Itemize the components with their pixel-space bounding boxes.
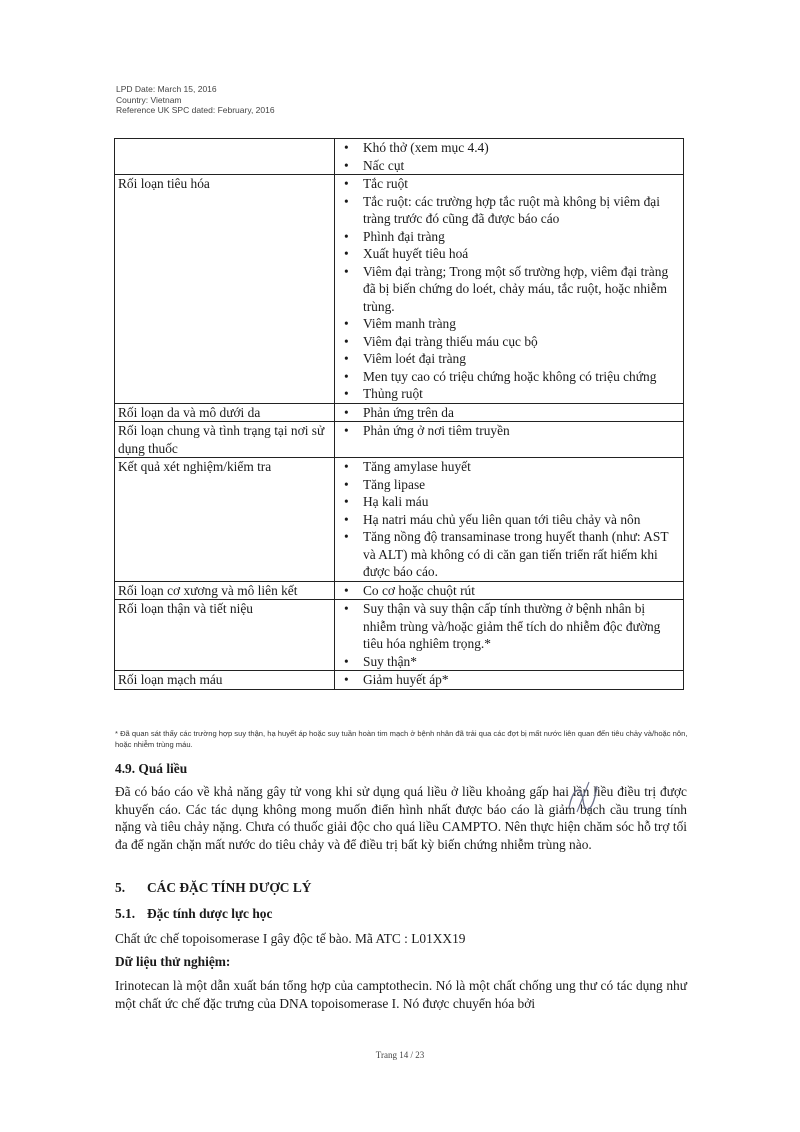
- list-item: • Tắc ruột: [339, 175, 679, 193]
- list-item: • Nấc cụt: [339, 157, 679, 175]
- section-5-number: 5.: [115, 880, 126, 895]
- effects-cell: [335, 600, 684, 671]
- list-item: • Khó thở (xem mục 4.4): [339, 139, 679, 157]
- trial-data-paragraph: Irinotecan là một dẫn xuất bán tổng hợp của camptothecin. Nó là một chất chống ung thư có tác dụng như một chất ức chế đặc trưng của DNA topoisomerase I. Nó được chuyển hóa bởi: [115, 978, 687, 1011]
- section-5-1-number: 5.1.: [115, 906, 136, 921]
- effects-cell: [335, 581, 684, 600]
- effects-list: [339, 175, 679, 403]
- lpd-date: LPD Date: March 15, 2016: [116, 84, 217, 94]
- list-item: • Giảm huyết áp*: [339, 671, 679, 689]
- list-item: • Viêm loét đại tràng: [339, 350, 679, 368]
- category-cell: Rối loạn thận và tiết niệu: [115, 600, 335, 671]
- list-item: • Phản ứng ở nơi tiêm truyền: [339, 422, 679, 440]
- table-row: [115, 458, 684, 582]
- list-item: • Hạ natri máu chủ yếu liên quan tới tiêu chảy và nôn: [339, 511, 679, 529]
- list-item: • Men tụy cao có triệu chứng hoặc không có triệu chứng: [339, 368, 679, 386]
- list-item: • Tăng lipase: [339, 476, 679, 494]
- effects-list: [339, 139, 679, 174]
- section-5-1-title: Đặc tính dược lực học: [147, 906, 273, 921]
- adverse-effects-table: [114, 138, 684, 690]
- category-cell: [115, 139, 335, 175]
- reference: Reference UK SPC dated: February, 2016: [116, 105, 275, 115]
- table-row: [115, 139, 684, 175]
- page-number: Trang 14 / 23: [375, 1050, 425, 1060]
- table-footnote: * Đã quan sát thấy các trường hợp suy thận, hạ huyết áp hoặc suy tuần hoàn tim mạch ở bệnh nhân đã trải qua các đợt bị mất nước liên quan đến tiêu chảy và/hoặc nôn, hoặc nhiễm trùng máu.: [115, 729, 688, 749]
- list-item: • Phản ứng trên da: [339, 404, 679, 422]
- list-item: • Hạ kali máu: [339, 493, 679, 511]
- table-row: [115, 422, 684, 458]
- document-header: [116, 84, 275, 116]
- list-item: • Tắc ruột: các trường hợp tắc ruột mà không bị viêm đại tràng trước đó cũng đã được báo cáo: [339, 193, 679, 228]
- section-5-heading: [115, 880, 311, 896]
- section-5-title: CÁC ĐẶC TÍNH DƯỢC LÝ: [147, 880, 312, 895]
- list-item: • Viêm manh tràng: [339, 315, 679, 333]
- effects-cell: [335, 458, 684, 582]
- effects-list: [339, 458, 679, 581]
- list-item: • Thủng ruột: [339, 385, 679, 403]
- category-cell: Rối loạn chung và tình trạng tại nơi sử dụng thuốc: [115, 422, 335, 458]
- category-cell: Rối loạn tiêu hóa: [115, 175, 335, 404]
- list-item: • Xuất huyết tiêu hoá: [339, 245, 679, 263]
- list-item: • Co cơ hoặc chuột rút: [339, 582, 679, 600]
- overdose-heading: 4.9. Quá liều: [115, 761, 188, 776]
- effects-list: [339, 422, 679, 440]
- table-row: [115, 403, 684, 422]
- effects-list: [339, 671, 679, 689]
- list-item: • Viêm đại tràng; Trong một số trường hợp, viêm đại tràng đã bị biến chứng do loét, chảy máu, tắc ruột, hoặc nhiễm trùng.: [339, 263, 679, 316]
- list-item: • Tăng amylase huyết: [339, 458, 679, 476]
- table-row: [115, 600, 684, 671]
- effects-cell: [335, 175, 684, 404]
- country: Country: Vietnam: [116, 94, 182, 105]
- section-5-1-heading: [115, 906, 272, 922]
- effects-list: [339, 404, 679, 422]
- category-cell: Rối loạn mạch máu: [115, 671, 335, 690]
- handwritten-mark: [563, 778, 603, 823]
- effects-cell: [335, 403, 684, 422]
- overdose-paragraph: Đã có báo cáo về khả năng gây tử vong khi sử dụng quá liều ở liều khoảng gấp hai lần liều điều trị được khuyến cáo. Các tác dụng không mong muốn điển hình nhất được báo cáo là giảm bạch cầu trung tính nặng và tiêu chảy nặng. Chưa có thuốc giải độc cho quá liều CAMPTO. Nên thực hiện chăm sóc hỗ trợ tối đa để ngăn chặn mất nước do tiêu chảy và để điều trị bất kỳ biến chứng nhiễm trùng nào.: [115, 784, 687, 852]
- effects-cell: [335, 671, 684, 690]
- list-item: • Suy thận*: [339, 653, 679, 671]
- category-cell: Kết quả xét nghiệm/kiểm tra: [115, 458, 335, 582]
- effects-cell: [335, 139, 684, 175]
- category-cell: Rối loạn da và mô dưới da: [115, 403, 335, 422]
- list-item: • Suy thận và suy thận cấp tính thường ở bệnh nhân bị nhiễm trùng và/hoặc giảm thể tích do nhiễm độc đường tiêu hóa nghiêm trọng.*: [339, 600, 679, 653]
- table-row: [115, 671, 684, 690]
- list-item: • Phình đại tràng: [339, 228, 679, 246]
- effects-cell: [335, 422, 684, 458]
- atc-line: Chất ức chế topoisomerase I gây độc tế bào. Mã ATC : L01XX19: [115, 931, 466, 946]
- category-cell: Rối loạn cơ xương và mô liên kết: [115, 581, 335, 600]
- effects-list: [339, 600, 679, 670]
- table-row: [115, 175, 684, 404]
- table-row: [115, 581, 684, 600]
- list-item: • Viêm đại tràng thiếu máu cục bộ: [339, 333, 679, 351]
- trial-data-heading: Dữ liệu thử nghiệm:: [115, 954, 231, 969]
- list-item: • Tăng nồng độ transaminase trong huyết thanh (như: AST và ALT) mà không có di căn gan tiến triển rất hiếm khi được báo cáo.: [339, 528, 679, 581]
- effects-list: [339, 582, 679, 600]
